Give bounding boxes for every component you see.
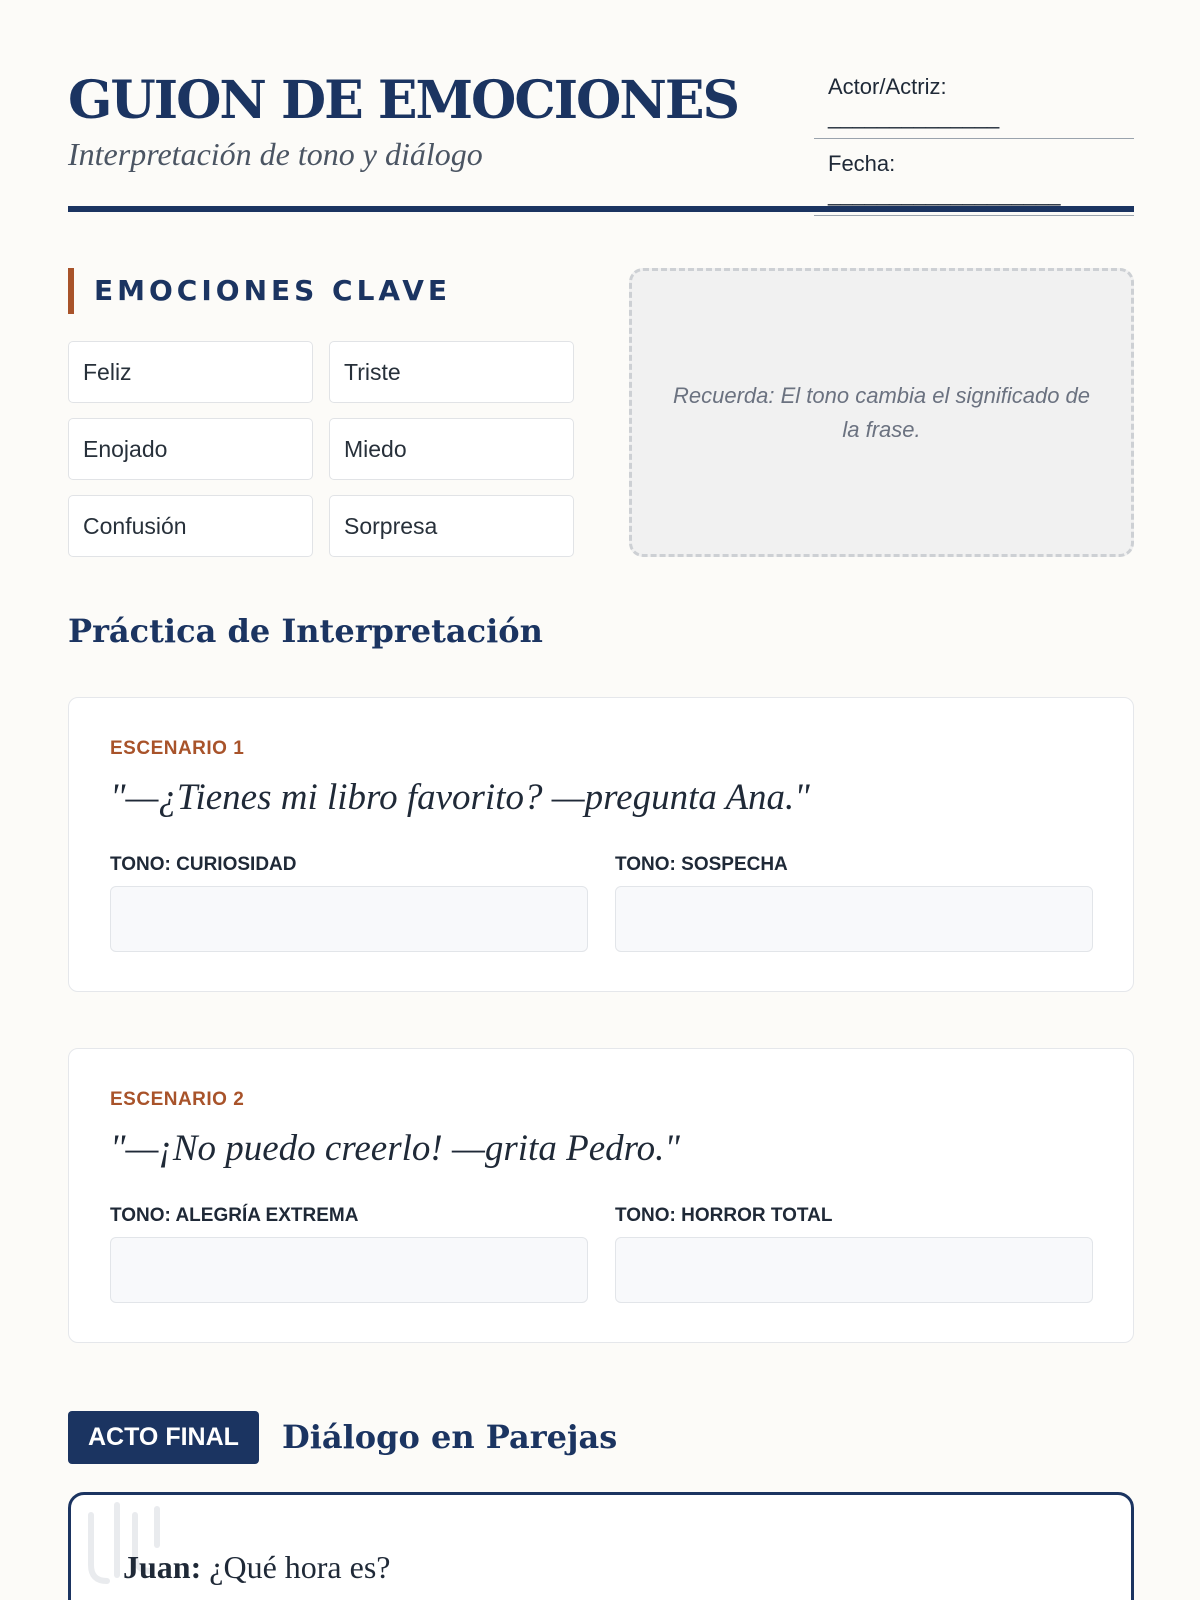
emotion-card-feliz: Feliz	[68, 341, 313, 403]
answer-box-alegria[interactable]	[110, 1237, 588, 1303]
scenario-quote: "—¡No puedo creerlo! —grita Pedro."	[110, 1128, 680, 1169]
page-subtitle: Interpretación de tono y diálogo	[68, 136, 483, 172]
header	[68, 0, 1134, 214]
scenario-card-2	[68, 1048, 1134, 1343]
dialogue-text: ¿Qué hora es?	[209, 1549, 391, 1585]
reminder-text: Recuerda: El tono cambia el significado de la frase.	[672, 382, 1091, 442]
answer-box-horror[interactable]	[615, 1237, 1093, 1303]
emotions-heading: EMOCIONES CLAVE	[68, 268, 451, 314]
actor-field[interactable]: Actor/Actriz: ______________	[814, 68, 1134, 139]
emotion-card-enojado: Enojado	[68, 418, 313, 480]
tone-label-alegria: TONO: ALEGRÍA EXTREMA	[110, 1205, 359, 1226]
scenario-label: ESCENARIO 1	[110, 738, 245, 759]
page-title: GUION DE EMOCIONES	[68, 70, 739, 131]
answer-box-curiosidad[interactable]	[110, 886, 588, 952]
emotion-card-sorpresa: Sorpresa	[329, 495, 574, 557]
final-act-title: Diálogo en Parejas	[282, 1418, 618, 1456]
final-act-badge: ACTO FINAL	[68, 1411, 259, 1464]
emotion-card-triste: Triste	[329, 341, 574, 403]
scenario-quote: "—¿Tienes mi libro favorito? —pregunta Ana."	[110, 777, 810, 818]
tone-label-horror: TONO: HORROR TOTAL	[615, 1205, 833, 1226]
answer-box-sospecha[interactable]	[615, 886, 1093, 952]
header-divider	[68, 206, 1134, 212]
dialogue-line	[123, 1549, 390, 1586]
tone-label-sospecha: TONO: SOSPECHA	[615, 854, 788, 875]
date-field[interactable]: Fecha: ___________________	[814, 145, 1134, 216]
tone-label-curiosidad: TONO: CURIOSIDAD	[110, 854, 297, 875]
speaker-name: Juan:	[123, 1549, 202, 1585]
meta-fields	[814, 68, 1134, 216]
dialogue-box	[68, 1492, 1134, 1600]
emotion-card-confusion: Confusión	[68, 495, 313, 557]
emotion-card-miedo: Miedo	[329, 418, 574, 480]
emotions-grid	[68, 341, 574, 557]
scenario-card-1	[68, 697, 1134, 992]
reminder-note	[629, 268, 1134, 557]
scenario-label: ESCENARIO 2	[110, 1089, 245, 1110]
practice-heading: Práctica de Interpretación	[68, 612, 543, 650]
worksheet-page	[68, 0, 1134, 1585]
